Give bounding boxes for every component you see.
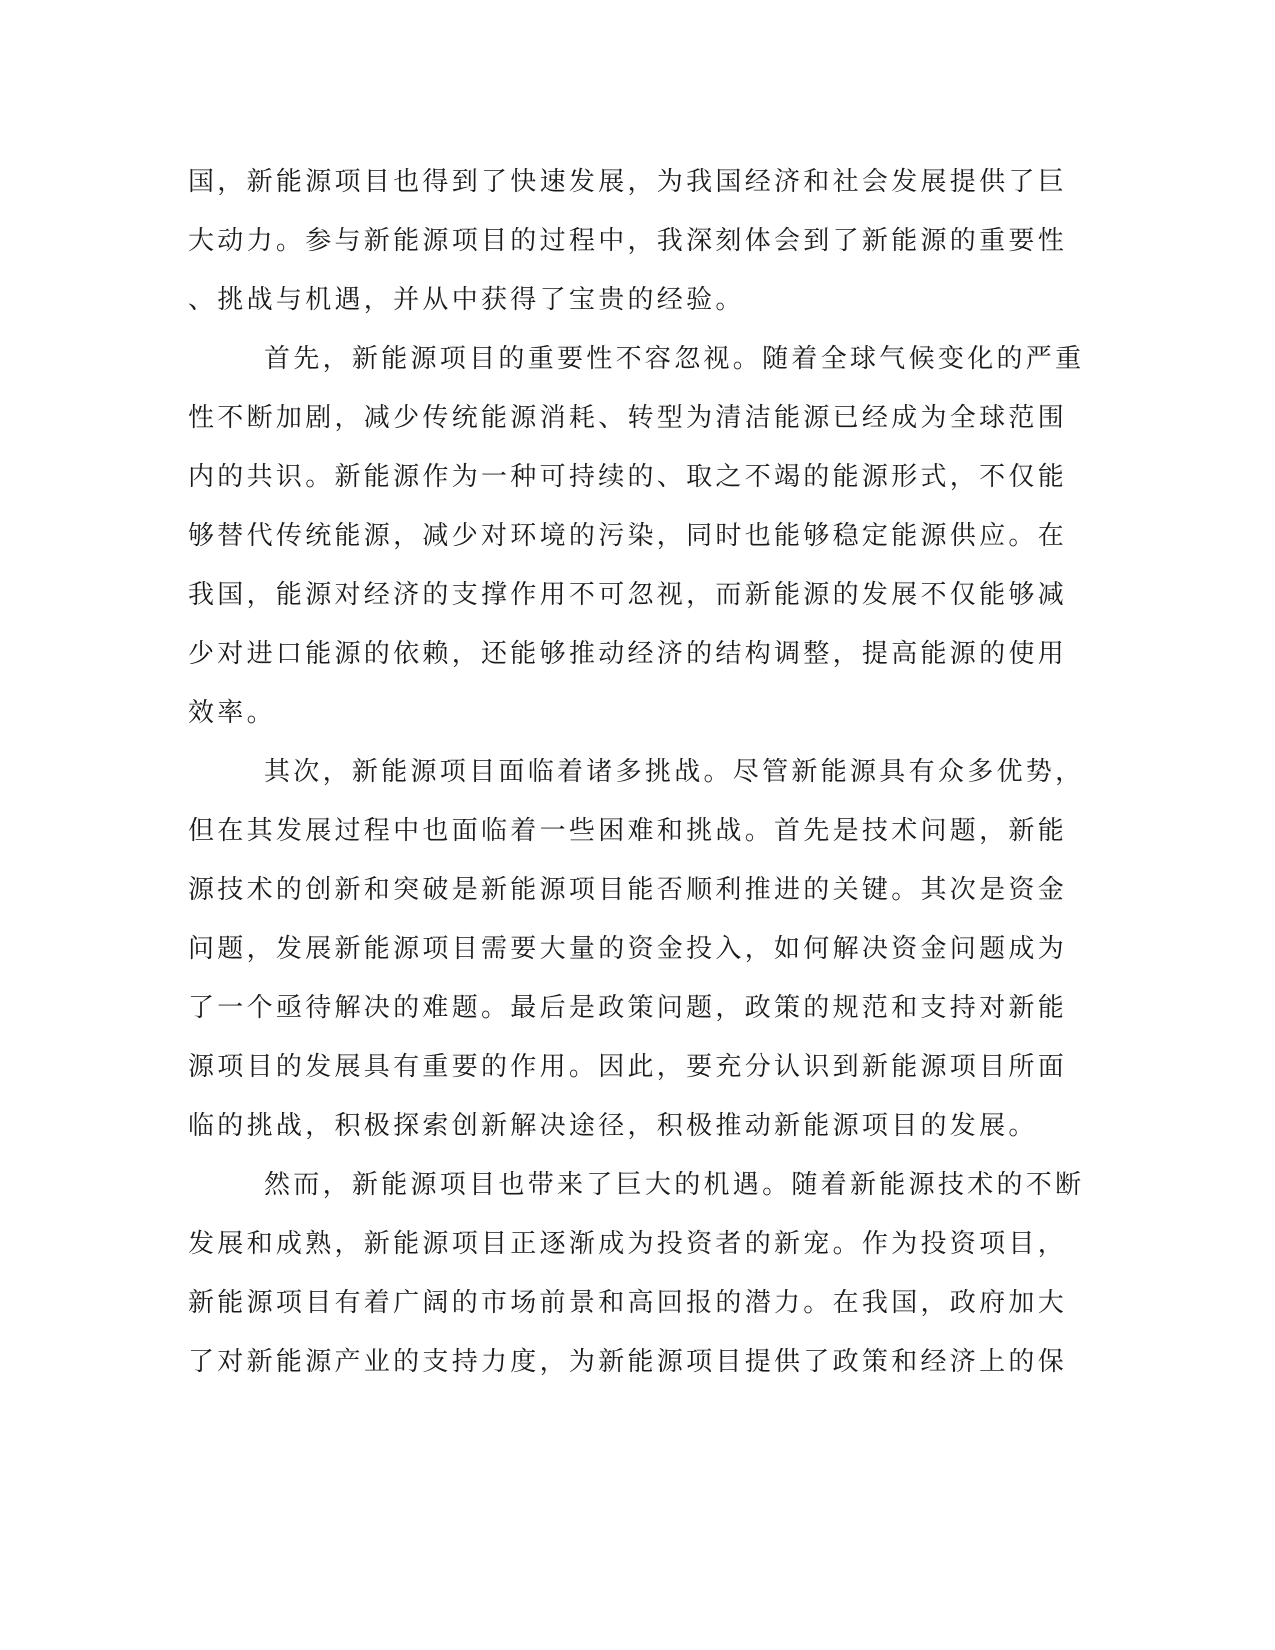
text-line: 我国，能源对经济的支撑作用不可忽视，而新能源的发展不仅能够减 [188, 580, 1068, 610]
text-line: 源技术的创新和突破是新能源项目能否顺利推进的关键。其次是资金 [188, 875, 1068, 905]
paragraph-first-line: 其次，新能源项目面临着诸多挑战。尽管新能源具有众多优势， [264, 757, 1085, 787]
text-line: 但在其发展过程中也面临着一些困难和挑战。首先是技术问题，新能 [188, 816, 1068, 846]
text-line: 发展和成熟，新能源项目正逐渐成为投资者的新宠。作为投资项目， [188, 1229, 1068, 1259]
text-line: 少对进口能源的依赖，还能够推动经济的结构调整，提高能源的使用 [188, 639, 1068, 669]
text-line: 大动力。参与新能源项目的过程中，我深刻体会到了新能源的重要性 [188, 226, 1068, 256]
text-line: 够替代传统能源，减少对环境的污染，同时也能够稳定能源供应。在 [188, 521, 1068, 551]
text-line: 新能源项目有着广阔的市场前景和高回报的潜力。在我国，政府加大 [188, 1288, 1068, 1318]
text-line: 临的挑战，积极探索创新解决途径，积极推动新能源项目的发展。 [188, 1111, 1038, 1141]
text-line: 源项目的发展具有重要的作用。因此，要充分认识到新能源项目所面 [188, 1052, 1068, 1082]
text-line: 问题，发展新能源项目需要大量的资金投入，如何解决资金问题成为 [188, 934, 1068, 964]
text-line: 内的共识。新能源作为一种可持续的、取之不竭的能源形式，不仅能 [188, 462, 1068, 492]
text-line: 性不断加剧，减少传统能源消耗、转型为清洁能源已经成为全球范围 [188, 403, 1068, 433]
paragraph-first-line: 首先，新能源项目的重要性不容忽视。随着全球气候变化的严重 [264, 344, 1085, 374]
text-line: 效率。 [188, 698, 276, 728]
paragraph-first-line: 然而，新能源项目也带来了巨大的机遇。随着新能源技术的不断 [264, 1170, 1085, 1200]
text-line: 国，新能源项目也得到了快速发展，为我国经济和社会发展提供了巨 [188, 167, 1068, 197]
text-line: 了对新能源产业的支持力度，为新能源项目提供了政策和经济上的保 [188, 1347, 1068, 1377]
text-line: 、挑战与机遇，并从中获得了宝贵的经验。 [188, 285, 745, 315]
text-line: 了一个亟待解决的难题。最后是政策问题，政策的规范和支持对新能 [188, 993, 1068, 1023]
